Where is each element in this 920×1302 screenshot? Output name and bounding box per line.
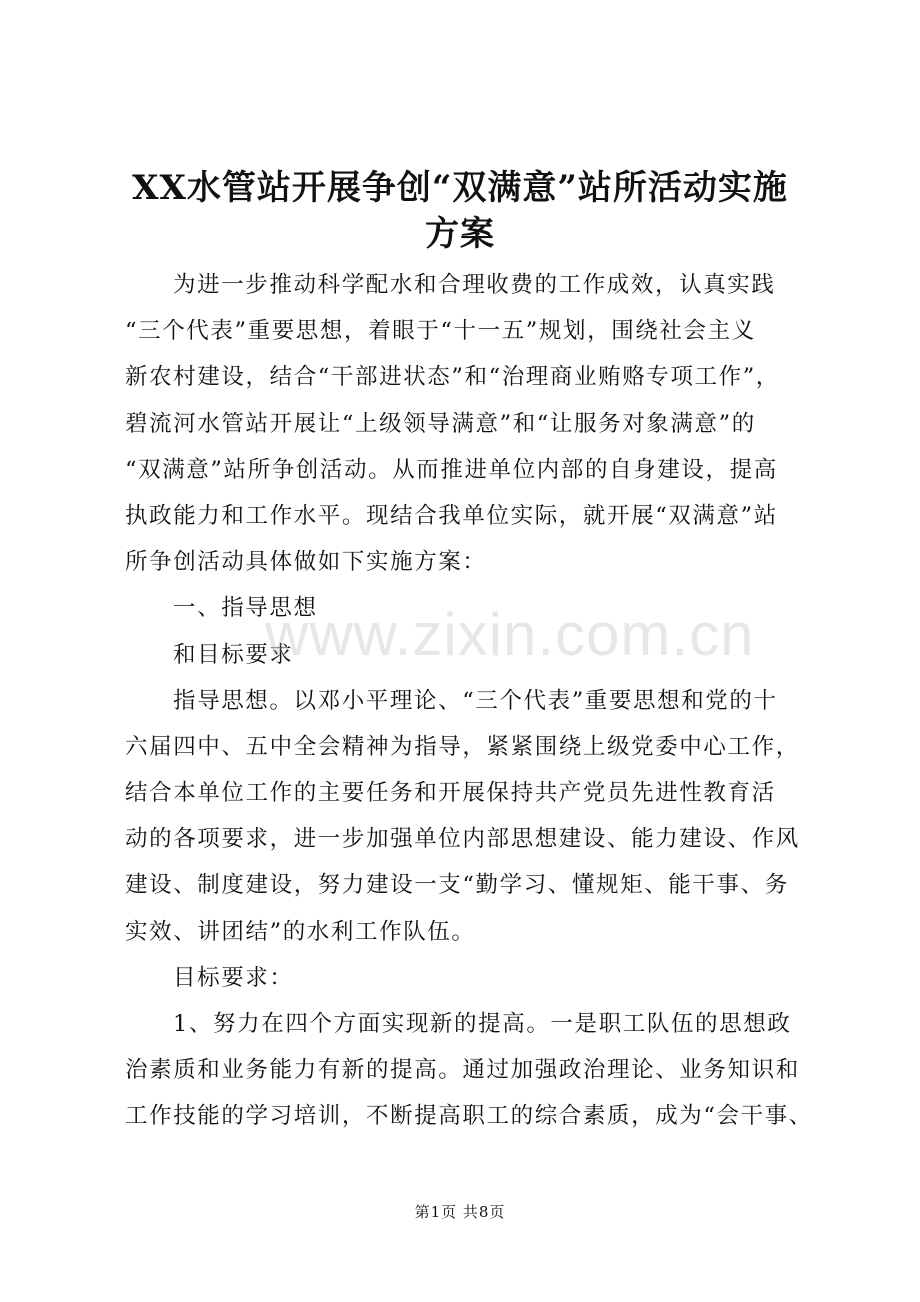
text-line: 1、努力在四个方面实现新的提高。一是职工队伍的思想政	[173, 1011, 792, 1037]
watermark: www.zixin.com.cn	[265, 601, 755, 668]
text-line: 工作技能的学习培训，不断提高职工的综合素质，成为“会干事、	[125, 1103, 813, 1130]
text-line: 执政能力和工作水平。现结合我单位实际，就开展“双满意”站	[125, 502, 778, 529]
text-line: 治素质和业务能力有新的提高。通过加强政治理论、业务知识和	[125, 1057, 800, 1084]
text-line: 指导思想。以邓小平理论、“三个代表”重要思想和党的十	[173, 687, 778, 714]
page-footer: 第1页 共8页	[414, 1203, 506, 1221]
document-title-line-2: 方案	[425, 214, 495, 254]
text-line: “三个代表”重要思想，着眼于“十一五”规划，围绕社会主义	[125, 318, 756, 345]
text-line: 建设、制度建设，努力建设一支“勤学习、懂规矩、能干事、务	[125, 872, 789, 899]
section-heading-continued: 和目标要求	[173, 641, 294, 668]
text-line: 结合本单位工作的主要任务和开展保持共产党员先进性教育活	[125, 780, 776, 807]
text-line: 六届四中、五中全会精神为指导，紧紧围绕上级党委中心工作，	[125, 733, 800, 760]
text-line: 动的各项要求，进一步加强单位内部思想建设、能力建设、作风	[125, 826, 800, 853]
subheading: 目标要求：	[173, 964, 294, 991]
text-line: 新农村建设，结合“干部进状态”和“治理商业贿赂专项工作”，	[125, 364, 780, 391]
text-line: 实效、讲团结”的水利工作队伍。	[125, 918, 476, 945]
text-line: 碧流河水管站开展让“上级领导满意”和“让服务对象满意”的	[125, 410, 756, 437]
document-title-line-1: XX水管站开展争创“双满意”站所活动实施	[132, 168, 788, 208]
text-line: 为进一步推动科学配水和合理收费的工作成效，认真实践	[173, 272, 776, 298]
document-body	[125, 262, 813, 1140]
text-line: 所争创活动具体做如下实施方案：	[125, 549, 487, 576]
section-heading: 一、指导思想	[173, 595, 318, 622]
text-line: “双满意”站所争创活动。从而推进单位内部的自身建设，提高	[125, 456, 778, 483]
